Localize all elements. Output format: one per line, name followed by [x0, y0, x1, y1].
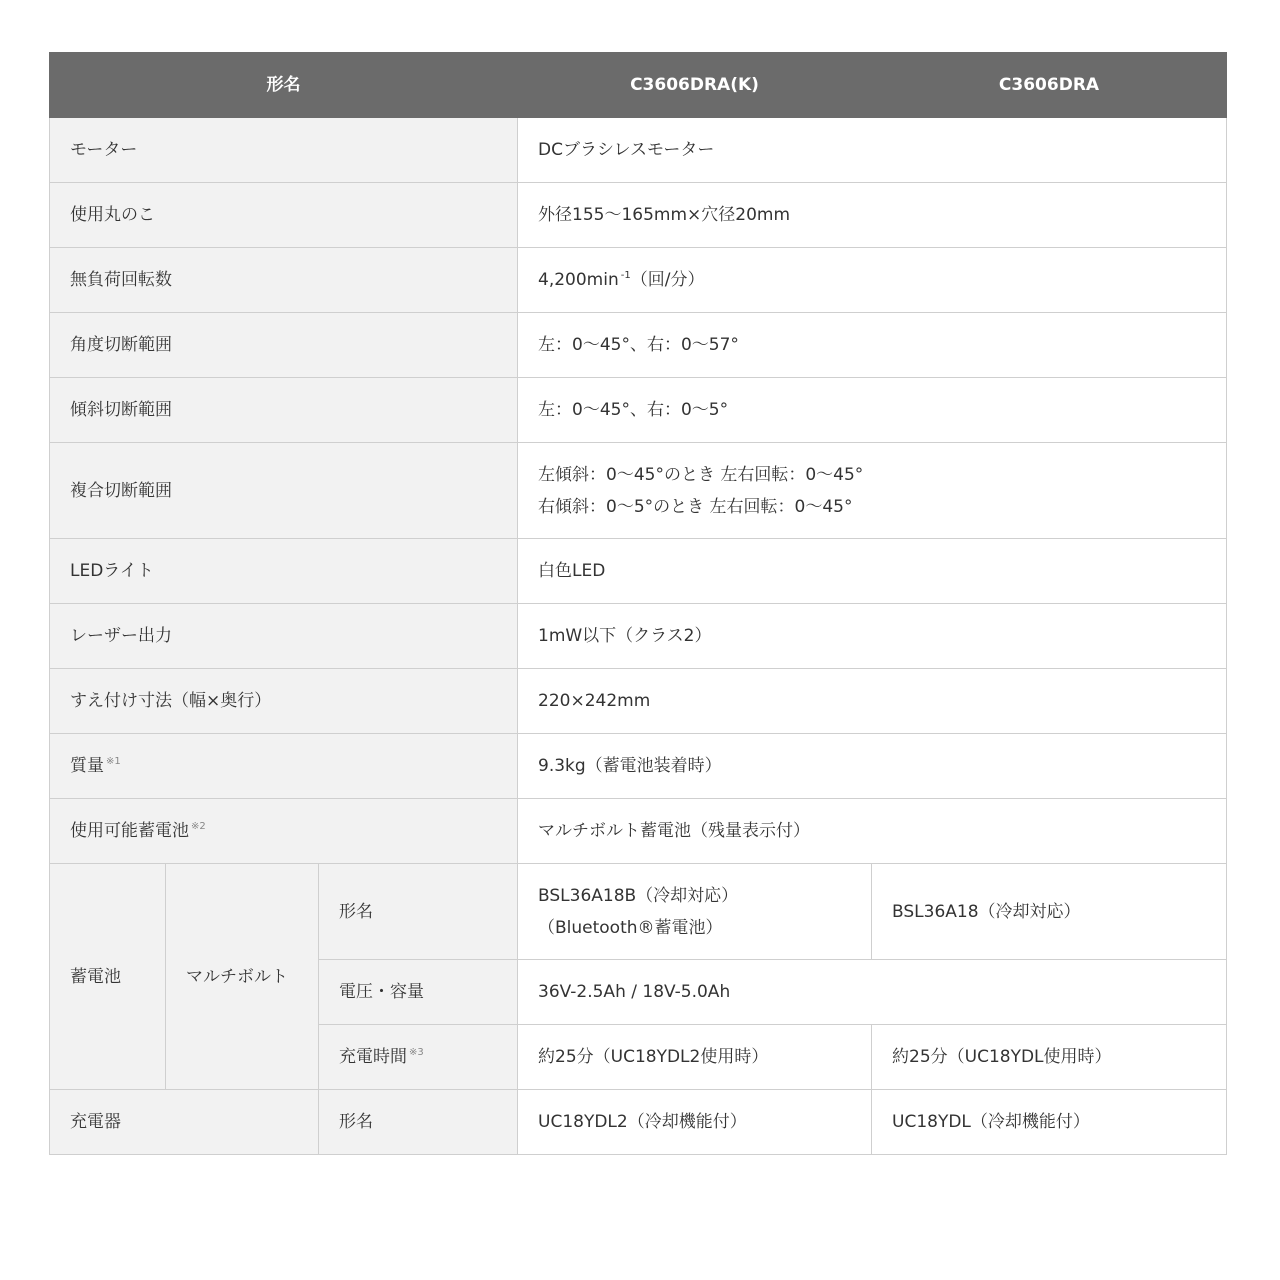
row-value — [518, 248, 1227, 313]
header-model-a: C3606DRA(K) — [518, 53, 872, 118]
table-row-mass — [50, 734, 1227, 799]
charger-label: 充電器 — [50, 1090, 319, 1155]
battery-model-a-line-1: BSL36A18B（冷却対応） — [538, 885, 739, 906]
row-label: 複合切断範囲 — [50, 443, 518, 539]
battery-model-a — [518, 864, 872, 960]
battery-charge-a: 約25分（UC18YDL2使用時） — [518, 1025, 872, 1090]
row-value: 9.3kg（蓄電池装着時） — [518, 734, 1227, 799]
table-row-bevel-cut — [50, 378, 1227, 443]
row-label: 傾斜切断範囲 — [50, 378, 518, 443]
header-model-label: 形名 — [50, 53, 518, 118]
row-label: すえ付け寸法（幅×奥行） — [50, 669, 518, 734]
table-row-laser — [50, 604, 1227, 669]
row-value: 1mW以下（クラス2） — [518, 604, 1227, 669]
table-row-motor — [50, 118, 1227, 183]
row-value: 白色LED — [518, 539, 1227, 604]
battery-voltage-label: 電圧・容量 — [319, 960, 518, 1025]
header-model-b: C3606DRA — [872, 53, 1227, 118]
row-label — [50, 799, 518, 864]
footnote-marker: ※1 — [106, 756, 121, 768]
table-row-charger — [50, 1090, 1227, 1155]
compound-line-2: 右傾斜：0～5°のとき 左右回転：0～45° — [538, 496, 853, 517]
charger-model-a: UC18YDL2（冷却機能付） — [518, 1090, 872, 1155]
charge-label: 充電時間 — [339, 1047, 407, 1067]
row-value: 220×242mm — [518, 669, 1227, 734]
spec-table — [49, 52, 1227, 1155]
battery-model-a-line-2: （Bluetooth®蓄電池） — [538, 917, 723, 938]
row-value: 左：0～45°、右：0～5° — [518, 378, 1227, 443]
header-row — [50, 53, 1227, 118]
row-label: 無負荷回転数 — [50, 248, 518, 313]
row-value — [518, 443, 1227, 539]
battery-charge-label — [319, 1025, 518, 1090]
battery-label: 蓄電池 — [50, 864, 166, 1090]
rpm-value: 4,200min — [538, 270, 619, 290]
battery-charge-b: 約25分（UC18YDL使用時） — [872, 1025, 1227, 1090]
battery-model-b: BSL36A18（冷却対応） — [872, 864, 1227, 960]
table-row-battery-model — [50, 864, 1227, 960]
table-row-blade — [50, 183, 1227, 248]
row-label: LEDライト — [50, 539, 518, 604]
table-row-angle-cut — [50, 313, 1227, 378]
table-row-mount — [50, 669, 1227, 734]
rpm-unit-note: （回/分） — [630, 270, 705, 290]
mass-label: 質量 — [70, 756, 104, 776]
rpm-unit-exponent: -1 — [620, 270, 631, 282]
row-label: 使用丸のこ — [50, 183, 518, 248]
table-row-led — [50, 539, 1227, 604]
row-label: レーザー出力 — [50, 604, 518, 669]
row-label: モーター — [50, 118, 518, 183]
row-label: 角度切断範囲 — [50, 313, 518, 378]
row-value: マルチボルト蓄電池（残量表示付） — [518, 799, 1227, 864]
row-value: 外径155～165mm×穴径20mm — [518, 183, 1227, 248]
table-row-compound-cut — [50, 443, 1227, 539]
battery-usable-label: 使用可能蓄電池 — [70, 821, 189, 841]
row-label — [50, 734, 518, 799]
charger-model-b: UC18YDL（冷却機能付） — [872, 1090, 1227, 1155]
battery-type: マルチボルト — [166, 864, 319, 1090]
battery-voltage-value: 36V-2.5Ah / 18V-5.0Ah — [518, 960, 1227, 1025]
compound-line-1: 左傾斜：0～45°のとき 左右回転：0～45° — [538, 464, 864, 485]
charger-model-label: 形名 — [319, 1090, 518, 1155]
table-row-rpm — [50, 248, 1227, 313]
footnote-marker: ※3 — [409, 1047, 424, 1059]
table-row-battery-usable — [50, 799, 1227, 864]
battery-model-label: 形名 — [319, 864, 518, 960]
footnote-marker: ※2 — [191, 821, 206, 833]
row-value: 左：0～45°、右：0～57° — [518, 313, 1227, 378]
row-value: DCブラシレスモーター — [518, 118, 1227, 183]
